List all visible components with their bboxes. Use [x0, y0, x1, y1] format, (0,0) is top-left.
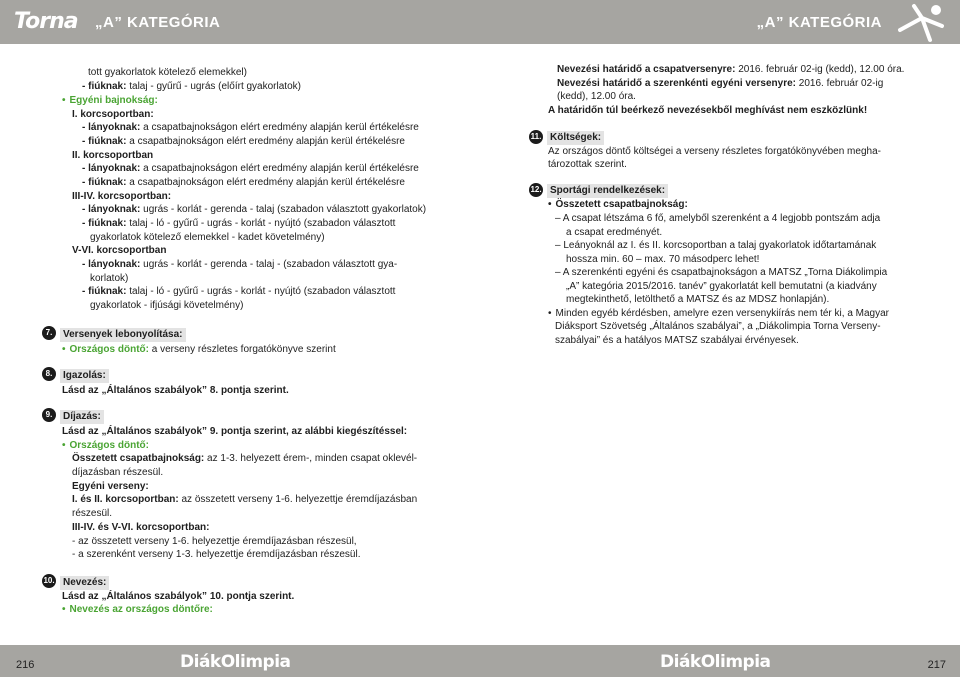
section-number-badge: 7. [42, 326, 56, 340]
text-line: - fiúknak: a csapatbajnokságon elért eredmény alapján kerül értékelésre [82, 136, 405, 147]
section-number-badge: 9. [42, 408, 56, 422]
section-number-badge: 10. [42, 574, 56, 588]
text-line: – Leányoknál az I. és II. korcsoportban a talaj gyakorlatok időtartamának [555, 240, 877, 251]
footer-bar [0, 645, 960, 677]
text-line: Az országos döntő költségei a verseny részletes forgatókönyvében megha- [548, 146, 881, 157]
text-line: „A” kategória 2015/2016. tanév” gyakorlatát kell bemutatni (a kiadvány [566, 281, 877, 292]
list-item: • Nevezés az országos döntőre: [62, 604, 213, 615]
text-line: Összetett csapatbajnokság: az 1-3. helyezett érem-, minden csapat oklevél- [72, 453, 418, 464]
text-line: - fiúknak: a csapatbajnokságon elért eredmény alapján kerül értékelésre [82, 177, 405, 188]
text-line: a csapat eredményét. [566, 227, 663, 238]
text-line: - fiúknak: talaj - ló - gyűrű - ugrás - korlát - nyújtó (szabadon választott [82, 218, 396, 229]
text-line: - lányoknak: a csapatbajnokságon elért eredmény alapján kerül értékelésre [82, 163, 419, 174]
section-title: Versenyek lebonyolítása: [60, 328, 186, 342]
text-line: tott gyakorlatok kötelező elemekkel) [88, 67, 247, 78]
text-line: - fiúknak: talaj - gyűrű - ugrás (előírt gyakorlatok) [82, 81, 301, 92]
text-line: gyakorlatok kötelező elemekkel - kadet követelmény) [90, 232, 325, 243]
page-number-left: 216 [16, 659, 35, 671]
text-line: Nevezési határidő a szerenkénti egyéni versenyre: 2016. február 02-ig [557, 78, 884, 89]
text-line: Lásd az „Általános szabályok” 8. pontja szerint. [62, 385, 289, 396]
section-number-badge: 8. [42, 367, 56, 381]
text-line: I. és II. korcsoportban: az összetett verseny 1-6. helyezettje éremdíjazásban [72, 494, 418, 505]
text-line: szabályai” és a hatályos MATSZ szabályai érvényesek. [555, 335, 799, 346]
section-number-badge: 12. [529, 183, 543, 197]
text-line: korlatok) [90, 273, 129, 284]
text-line: díjazásban részesül. [72, 467, 164, 478]
page-number-right: 217 [927, 659, 946, 671]
text-line: V-VI. korcsoportban [72, 245, 167, 256]
section-title: Díjazás: [60, 410, 104, 424]
text-line: - a szerenként verseny 1-3. helyezettje éremdíjazásban részesül. [72, 549, 361, 560]
category-title-left: „A” KATEGÓRIA [95, 14, 221, 31]
section-title: Költségek: [547, 131, 604, 145]
text-line: A határidőn túl beérkező nevezésekből meghívást nem eszközlünk! [548, 105, 868, 116]
diakolimpia-logo: DiákOlimpia [660, 652, 771, 672]
text-line: hossza min. 60 – max. 70 másodperc lehet! [566, 254, 760, 265]
text-line: Diáksport Szövetség „Általános szabályai”, a „Diákolimpia Torna Verseny- [555, 321, 881, 332]
text-line: - lányoknak: ugrás - korlát - gerenda - talaj (szabadon választott gyakorlatok) [82, 204, 427, 215]
text-line: - lányoknak: a csapatbajnokságon elért eredmény alapján kerül értékelésre [82, 122, 419, 133]
text-line: III-IV. korcsoportban: [72, 191, 172, 202]
text-line: – A szerenkénti egyéni és csapatbajnokságon a MATSZ „Torna Diákolimpia [555, 267, 888, 278]
text-line: megtekinthető, letölthető a MATSZ és az MDSZ honlapján). [566, 294, 830, 305]
list-item: • Országos döntő: a verseny részletes forgatókönyve szerint [62, 344, 336, 355]
diakolimpia-logo: DiákOlimpia [180, 652, 291, 672]
list-item: • Egyéni bajnokság: [62, 95, 158, 106]
text-line: - lányoknak: ugrás - korlát - gerenda - talaj - (szabadon választott gya- [82, 259, 398, 270]
section-title: Igazolás: [60, 369, 109, 383]
text-line: II. korcsoportban [72, 150, 154, 161]
text-line: – A csapat létszáma 6 fő, amelyből szerenként a 4 legjobb pontszám adja [555, 213, 881, 224]
text-line: III-IV. és V-VI. korcsoportban: [72, 522, 210, 533]
text-line: - fiúknak: talaj - ló - gyűrű - ugrás - korlát - nyújtó (szabadon választott [82, 286, 396, 297]
list-item: • Összetett csapatbajnokság: [548, 199, 688, 210]
text-line: Lásd az „Általános szabályok” 9. pontja szerint, az alábbi kiegészítéssel: [62, 426, 408, 437]
torna-logo: Torna [14, 9, 78, 34]
text-line: (kedd), 12.00 óra. [557, 91, 636, 102]
list-item: • Minden egyéb kérdésben, amelyre ezen versenykiírás nem tér ki, a Magyar [548, 308, 890, 319]
section-number-badge: 11. [529, 130, 543, 144]
text-line: tározottak szerint. [548, 159, 627, 170]
text-line: gyakorlatok - ifjúsági követelmény) [90, 300, 244, 311]
text-line: I. korcsoportban: [72, 109, 154, 120]
text-line: részesül. [72, 508, 113, 519]
list-item: • Országos döntő: [62, 440, 149, 451]
text-line: - az összetett verseny 1-6. helyezettje éremdíjazásban részesül, [72, 536, 357, 547]
text-line: Nevezési határidő a csapatversenyre: 2016. február 02-ig (kedd), 12.00 óra. [557, 64, 905, 75]
category-title-right: „A” KATEGÓRIA [756, 14, 882, 31]
text-line: Lásd az „Általános szabályok” 10. pontja szerint. [62, 591, 295, 602]
text-line: Egyéni verseny: [72, 481, 149, 492]
section-title: Sportági rendelkezések: [547, 184, 668, 198]
gymnast-icon [892, 0, 952, 44]
header-bar [0, 0, 960, 44]
section-title: Nevezés: [60, 576, 109, 590]
